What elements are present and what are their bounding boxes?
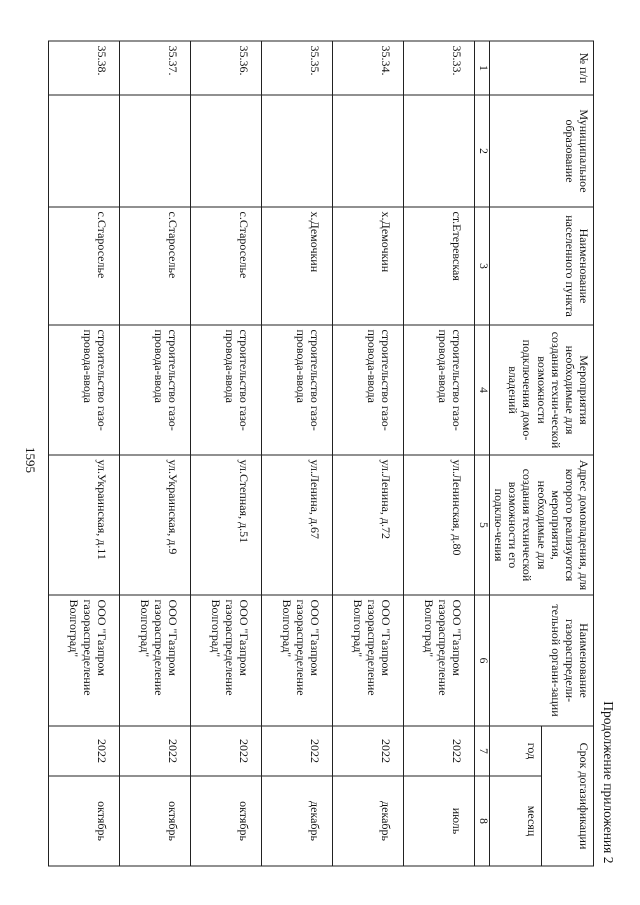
header-measures: Мероприятия необходимые для создания техни-ческой возможности подключения домо-владений — [489, 325, 593, 455]
row-address: ул.Украинская, д.11 — [49, 455, 120, 595]
row-organization: ООО "Газпром газораспределение Волгоград" — [262, 595, 333, 726]
row-address: ул.Ленина, д.72 — [333, 455, 404, 595]
row-no: 35.37. — [120, 41, 191, 95]
header-no: № п/п — [489, 41, 593, 95]
row-organization: ООО "Газпром газораспределение Волгоград" — [333, 595, 404, 726]
row-locality: ст.Етеревская — [404, 207, 475, 325]
row-measures: строительство газо-провода-ввода — [262, 325, 333, 455]
row-measures: строительство газо-провода-ввода — [404, 325, 475, 455]
row-year: 2022 — [120, 726, 191, 776]
header-month: месяц — [489, 776, 541, 866]
row-locality: с.Староселье — [191, 207, 262, 325]
row-month: декабрь — [262, 776, 333, 866]
row-municipality — [120, 95, 191, 207]
column-number: 6 — [475, 595, 490, 726]
row-no: 35.35. — [262, 41, 333, 95]
header-address: Адрес домовладения, для которого реализуются мероприятия, необходимые для создания технической возможности его подклю-чения — [489, 455, 593, 595]
column-number: 7 — [475, 726, 490, 776]
header-municipality: Муниципальное образование — [489, 95, 593, 207]
rotated-page — [20, 40, 620, 865]
row-measures: строительство газо-провода-ввода — [333, 325, 404, 455]
row-measures: строительство газо-провода-ввода — [191, 325, 262, 455]
row-locality: х.Демочкин — [262, 207, 333, 325]
row-locality: с.Староселье — [49, 207, 120, 325]
column-number: 8 — [475, 776, 490, 866]
table-row — [191, 41, 262, 866]
row-measures: строительство газо-провода-ввода — [49, 325, 120, 455]
row-municipality — [333, 95, 404, 207]
column-number: 3 — [475, 207, 490, 325]
row-no: 35.33. — [404, 41, 475, 95]
row-month: декабрь — [333, 776, 404, 866]
row-month: октябрь — [49, 776, 120, 866]
header-year: год — [489, 726, 541, 776]
row-month: июль — [404, 776, 475, 866]
row-month: октябрь — [120, 776, 191, 866]
row-address: ул.Ленина, д.67 — [262, 455, 333, 595]
gasification-table — [48, 40, 594, 866]
continuation-label: Продолжение приложения 2 — [601, 700, 616, 863]
row-no: 35.34. — [333, 41, 404, 95]
header-organization: Наименование газораспредели-тельной органи-зации — [489, 595, 593, 726]
table-row — [120, 41, 191, 866]
column-number: 5 — [475, 455, 490, 595]
table-row — [404, 41, 475, 866]
column-number: 1 — [475, 41, 490, 95]
row-municipality — [262, 95, 333, 207]
row-address: ул.Ленинская, д.80 — [404, 455, 475, 595]
column-number: 4 — [475, 325, 490, 455]
row-municipality — [49, 95, 120, 207]
row-locality: х.Демочкин — [333, 207, 404, 325]
row-year: 2022 — [191, 726, 262, 776]
column-number: 2 — [475, 95, 490, 207]
row-organization: ООО "Газпром газораспределение Волгоград" — [120, 595, 191, 726]
table-row — [333, 41, 404, 866]
row-locality: с.Староселье — [120, 207, 191, 325]
row-month: октябрь — [191, 776, 262, 866]
table-row — [262, 41, 333, 866]
row-measures: строительство газо-провода-ввода — [120, 325, 191, 455]
row-municipality — [191, 95, 262, 207]
column-number-row — [475, 41, 490, 866]
row-organization: ООО "Газпром газораспределение Волгоград" — [49, 595, 120, 726]
row-municipality — [404, 95, 475, 207]
row-address: ул.Украинская, д.9 — [120, 455, 191, 595]
page-number: 1595 — [23, 447, 38, 473]
row-year: 2022 — [262, 726, 333, 776]
row-year: 2022 — [404, 726, 475, 776]
row-organization: ООО "Газпром газораспределение Волгоград" — [404, 595, 475, 726]
row-year: 2022 — [49, 726, 120, 776]
row-no: 35.36. — [191, 41, 262, 95]
row-year: 2022 — [333, 726, 404, 776]
row-no: 35.38. — [49, 41, 120, 95]
header-deadline: Срок догазификации — [541, 726, 593, 866]
row-organization: ООО "Газпром газораспределение Волгоград" — [191, 595, 262, 726]
header-locality: Наименование населенного пункта — [489, 207, 593, 325]
row-address: ул.Степная, д.51 — [191, 455, 262, 595]
table-row — [49, 41, 120, 866]
header-row — [541, 41, 593, 866]
